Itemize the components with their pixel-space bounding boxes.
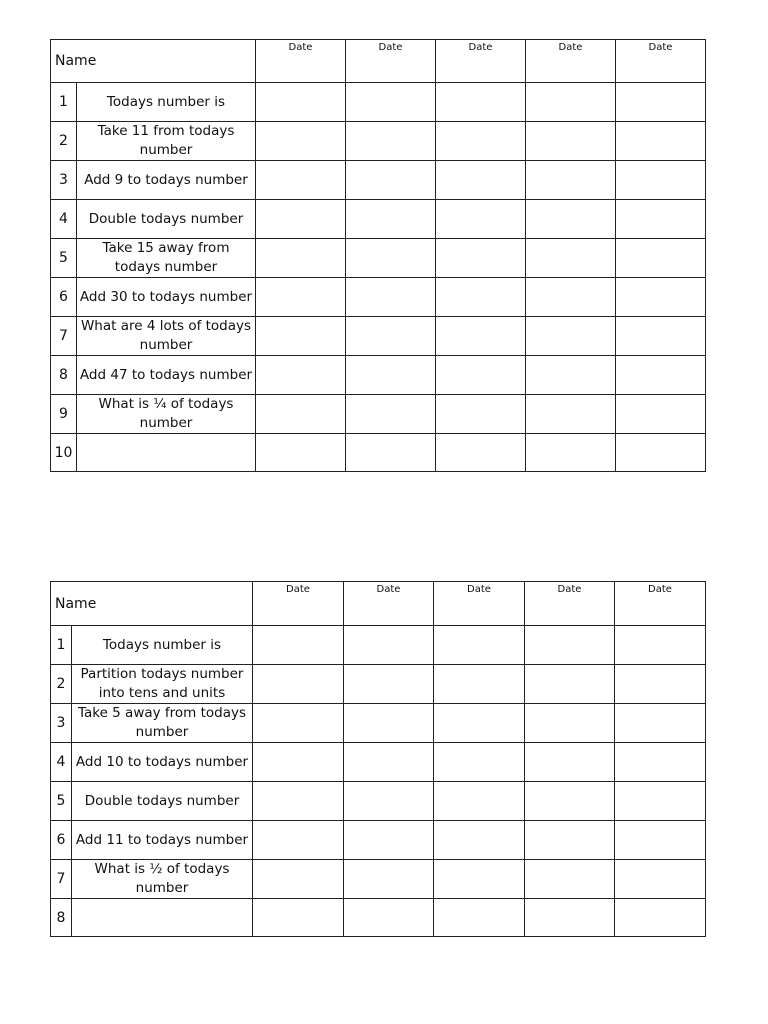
answer-cell[interactable] xyxy=(344,704,434,743)
task-label: Take 15 away from todays number xyxy=(77,239,256,278)
row-number: 6 xyxy=(51,821,72,860)
table-row xyxy=(51,200,706,239)
answer-cell[interactable] xyxy=(436,161,526,200)
answer-cell[interactable] xyxy=(346,395,436,434)
row-number: 3 xyxy=(51,704,72,743)
answer-cell[interactable] xyxy=(253,782,344,821)
row-number: 3 xyxy=(51,161,77,200)
answer-cell[interactable] xyxy=(616,161,706,200)
answer-cell[interactable] xyxy=(616,278,706,317)
answer-cell[interactable] xyxy=(434,782,525,821)
task-label: Add 10 to todays number xyxy=(72,743,253,782)
answer-cell[interactable] xyxy=(346,434,436,472)
answer-cell[interactable] xyxy=(346,278,436,317)
answer-cell[interactable] xyxy=(616,317,706,356)
header-row xyxy=(51,582,706,626)
answer-cell[interactable] xyxy=(253,665,344,704)
task-label: Double todays number xyxy=(77,200,256,239)
answer-cell[interactable] xyxy=(256,434,346,472)
answer-cell[interactable] xyxy=(344,665,434,704)
header-row xyxy=(51,40,706,83)
answer-cell[interactable] xyxy=(525,626,615,665)
name-field[interactable]: Name xyxy=(51,40,256,83)
answer-cell[interactable] xyxy=(526,356,616,395)
answer-cell[interactable] xyxy=(346,239,436,278)
table-row xyxy=(51,626,706,665)
answer-cell[interactable] xyxy=(434,626,525,665)
answer-cell[interactable] xyxy=(436,434,526,472)
answer-cell[interactable] xyxy=(525,704,615,743)
answer-cell[interactable] xyxy=(615,899,706,937)
date-column-5[interactable]: Date xyxy=(616,40,706,83)
task-label: Add 9 to todays number xyxy=(77,161,256,200)
answer-cell[interactable] xyxy=(253,626,344,665)
task-label: Double todays number xyxy=(72,782,253,821)
answer-cell[interactable] xyxy=(615,665,706,704)
answer-cell[interactable] xyxy=(434,743,525,782)
table-row xyxy=(51,317,706,356)
table-row xyxy=(51,899,706,937)
answer-cell[interactable] xyxy=(526,278,616,317)
answer-cell[interactable] xyxy=(344,899,434,937)
answer-cell[interactable] xyxy=(436,83,526,122)
answer-cell[interactable] xyxy=(616,83,706,122)
answer-cell[interactable] xyxy=(526,434,616,472)
answer-cell[interactable] xyxy=(346,200,436,239)
row-number: 9 xyxy=(51,395,77,434)
answer-cell[interactable] xyxy=(256,395,346,434)
date-column-3[interactable]: Date xyxy=(436,40,526,83)
row-number: 8 xyxy=(51,899,72,937)
answer-cell[interactable] xyxy=(256,161,346,200)
task-label: Take 5 away from todays number xyxy=(72,704,253,743)
answer-cell[interactable] xyxy=(525,821,615,860)
answer-cell[interactable] xyxy=(436,278,526,317)
answer-cell[interactable] xyxy=(526,161,616,200)
table-row xyxy=(51,743,706,782)
task-label: Todays number is xyxy=(72,626,253,665)
answer-cell[interactable] xyxy=(344,743,434,782)
answer-cell[interactable] xyxy=(615,626,706,665)
answer-cell[interactable] xyxy=(526,317,616,356)
worksheet-table-1 xyxy=(50,39,706,472)
table-row xyxy=(51,860,706,899)
table-row xyxy=(51,395,706,434)
answer-cell[interactable] xyxy=(526,122,616,161)
row-number: 8 xyxy=(51,356,77,395)
answer-cell[interactable] xyxy=(615,782,706,821)
date-column-5[interactable]: Date xyxy=(615,582,706,626)
task-label: Add 47 to todays number xyxy=(77,356,256,395)
table-row xyxy=(51,83,706,122)
answer-cell[interactable] xyxy=(253,704,344,743)
answer-cell[interactable] xyxy=(525,743,615,782)
answer-cell[interactable] xyxy=(344,860,434,899)
table-row xyxy=(51,161,706,200)
task-label: Take 11 from todays number xyxy=(77,122,256,161)
table-row xyxy=(51,704,706,743)
task-label: Add 30 to todays number xyxy=(77,278,256,317)
answer-cell[interactable] xyxy=(344,782,434,821)
row-number: 2 xyxy=(51,122,77,161)
row-number: 1 xyxy=(51,83,77,122)
task-label: Add 11 to todays number xyxy=(72,821,253,860)
row-number: 4 xyxy=(51,743,72,782)
name-field[interactable]: Name xyxy=(51,582,253,626)
table-row xyxy=(51,434,706,472)
answer-cell[interactable] xyxy=(616,356,706,395)
answer-cell[interactable] xyxy=(525,860,615,899)
answer-cell[interactable] xyxy=(615,743,706,782)
worksheet-table-2 xyxy=(50,581,706,937)
answer-cell[interactable] xyxy=(256,317,346,356)
answer-cell[interactable] xyxy=(436,395,526,434)
task-label: What is ¼ of todays number xyxy=(77,395,256,434)
answer-cell[interactable] xyxy=(616,239,706,278)
answer-cell[interactable] xyxy=(344,626,434,665)
table-row xyxy=(51,665,706,704)
date-column-2[interactable]: Date xyxy=(346,40,436,83)
date-column-1[interactable]: Date xyxy=(253,582,344,626)
table-row xyxy=(51,782,706,821)
answer-cell[interactable] xyxy=(253,821,344,860)
answer-cell[interactable] xyxy=(526,200,616,239)
answer-cell[interactable] xyxy=(525,899,615,937)
answer-cell[interactable] xyxy=(526,395,616,434)
row-number: 2 xyxy=(51,665,72,704)
answer-cell[interactable] xyxy=(256,278,346,317)
row-number: 4 xyxy=(51,200,77,239)
answer-cell[interactable] xyxy=(434,860,525,899)
answer-cell[interactable] xyxy=(616,434,706,472)
row-number: 6 xyxy=(51,278,77,317)
row-number: 7 xyxy=(51,860,72,899)
answer-cell[interactable] xyxy=(434,665,525,704)
row-number: 5 xyxy=(51,239,77,278)
table-row xyxy=(51,356,706,395)
answer-cell[interactable] xyxy=(526,83,616,122)
task-label: What is ½ of todays number xyxy=(72,860,253,899)
answer-cell[interactable] xyxy=(346,83,436,122)
answer-cell[interactable] xyxy=(256,200,346,239)
row-number: 10 xyxy=(51,434,77,472)
answer-cell[interactable] xyxy=(256,239,346,278)
answer-cell[interactable] xyxy=(615,860,706,899)
task-label[interactable] xyxy=(77,434,256,472)
answer-cell[interactable] xyxy=(616,200,706,239)
answer-cell[interactable] xyxy=(525,665,615,704)
row-number: 1 xyxy=(51,626,72,665)
answer-cell[interactable] xyxy=(434,704,525,743)
task-label: What are 4 lots of todays number xyxy=(77,317,256,356)
date-column-1[interactable]: Date xyxy=(256,40,346,83)
answer-cell[interactable] xyxy=(253,860,344,899)
date-column-4[interactable]: Date xyxy=(525,582,615,626)
answer-cell[interactable] xyxy=(615,821,706,860)
answer-cell[interactable] xyxy=(436,356,526,395)
answer-cell[interactable] xyxy=(616,395,706,434)
answer-cell[interactable] xyxy=(346,317,436,356)
task-label: Todays number is xyxy=(77,83,256,122)
table-row xyxy=(51,821,706,860)
row-number: 5 xyxy=(51,782,72,821)
answer-cell[interactable] xyxy=(253,743,344,782)
answer-cell[interactable] xyxy=(434,899,525,937)
answer-cell[interactable] xyxy=(615,704,706,743)
table-row xyxy=(51,278,706,317)
date-column-2[interactable]: Date xyxy=(344,582,434,626)
task-label[interactable] xyxy=(72,899,253,937)
answer-cell[interactable] xyxy=(616,122,706,161)
task-label: Partition todays number into tens and units xyxy=(72,665,253,704)
answer-cell[interactable] xyxy=(346,356,436,395)
answer-cell[interactable] xyxy=(256,356,346,395)
answer-cell[interactable] xyxy=(256,122,346,161)
answer-cell[interactable] xyxy=(526,239,616,278)
answer-cell[interactable] xyxy=(436,122,526,161)
answer-cell[interactable] xyxy=(436,239,526,278)
answer-cell[interactable] xyxy=(256,83,346,122)
answer-cell[interactable] xyxy=(436,317,526,356)
table-row xyxy=(51,122,706,161)
answer-cell[interactable] xyxy=(253,899,344,937)
answer-cell[interactable] xyxy=(436,200,526,239)
answer-cell[interactable] xyxy=(344,821,434,860)
answer-cell[interactable] xyxy=(525,782,615,821)
date-column-3[interactable]: Date xyxy=(434,582,525,626)
row-number: 7 xyxy=(51,317,77,356)
answer-cell[interactable] xyxy=(346,122,436,161)
table-row xyxy=(51,239,706,278)
answer-cell[interactable] xyxy=(434,821,525,860)
date-column-4[interactable]: Date xyxy=(526,40,616,83)
answer-cell[interactable] xyxy=(346,161,436,200)
